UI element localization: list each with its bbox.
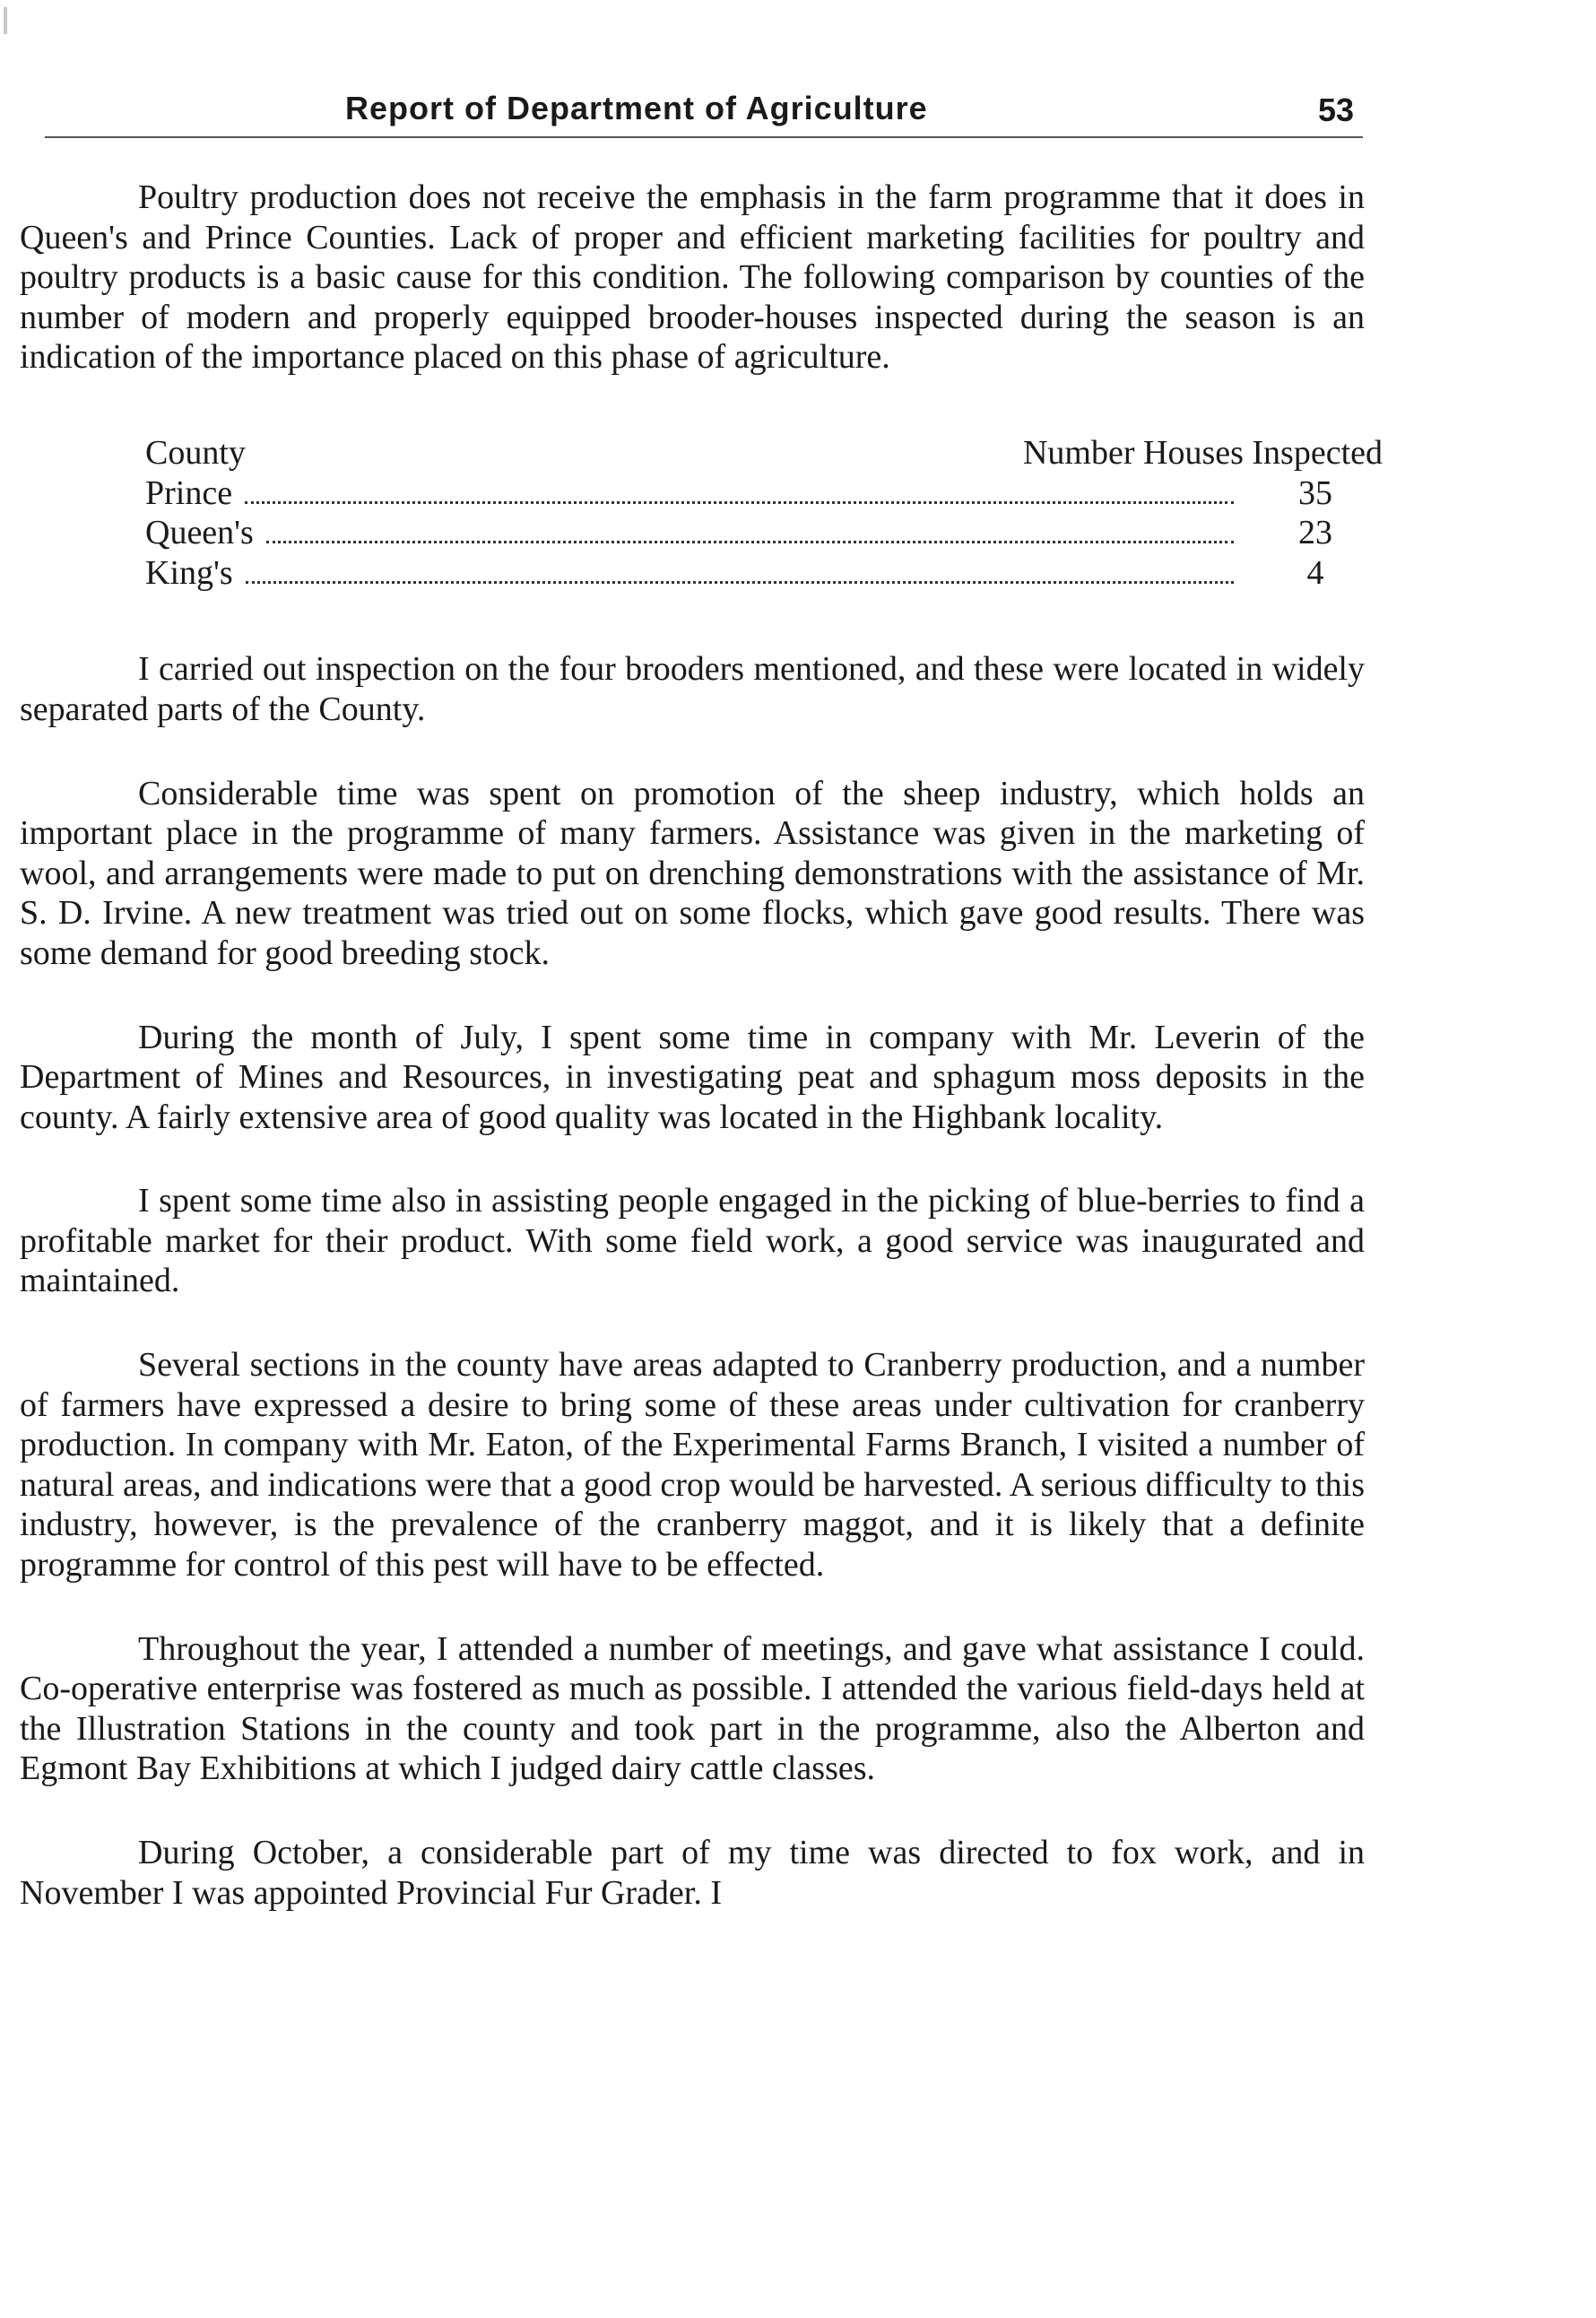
paragraph-brooders: I carried out inspection on the four brooders mentioned, and these were located in widely separated parts of the County.	[20, 650, 1365, 728]
leader-dots	[246, 581, 1234, 584]
paragraph-cranberry: Several sections in the county have areas adapted to Cranberry production, and a number of farmers have expressed a desire to bring some of these areas under cultivation for cranberry production. In company with Mr. Eaton, of the Experimental Farms Branch, I visited a number of natural areas, and indications were that a good crop would be harvested. A serious difficulty to this industry, however, is the prevalence of the cranberry maggot, and it is likely that a definite programme for control of this pest will have to be effected.	[20, 1346, 1365, 1584]
paragraph-sheep: Considerable time was spent on promotion of the sheep industry, which holds an important place in the programme of many farmers. Assistance was given in the marketing of wool, and arrangements were made to put on drenching demonstrations with the assistance of Mr. S. D. Irvine. A new treatment was tried out on some flocks, which gave good results. There was some demand for good breeding stock.	[20, 774, 1365, 972]
scan-edge-mark	[4, 7, 7, 34]
paragraph-peat: During the month of July, I spent some time in company with Mr. Leverin of the Department of Mines and Resources, in investigating peat and sphagum moss deposits in the county. A fairly extensive area of good quality was located in the Highbank locality.	[20, 1018, 1365, 1136]
houses-count: 4	[1306, 553, 1324, 592]
table-row	[145, 513, 1383, 553]
paragraph-blueberries: I spent some time also in assisting people engaged in the picking of blue-berries to find a profitable market for their product. With some field work, a good service was inaugurated and maintained.	[20, 1182, 1365, 1300]
table-row	[145, 553, 1383, 594]
houses-count: 35	[1298, 473, 1332, 512]
houses-count: 23	[1298, 514, 1332, 552]
paragraph-poultry: Poultry production does not receive the emphasis in the farm programme that it does in Queen's and Prince Counties. Lack of proper and efficient marketing facilities for poultry and poultry products is a basic cause for this condition. The following comparison by counties of the number of modern and properly equipped brooder-houses inspected during the season is an indication of the importance placed on this phase of agriculture.	[20, 178, 1365, 377]
column-header-number: Number Houses Inspected	[1022, 433, 1383, 472]
running-title: Report of Department of Agriculture	[345, 90, 928, 126]
leader-dots	[245, 501, 1234, 504]
paragraph-meetings: Throughout the year, I attended a number of meetings, and gave what assistance I could. Co-operative enterprise was fostered as much as possible. I attended the various field-days held at the Illustration Stations in the county and took part in the programme, also the Alberton and Egmont Bay Exhibitions at which I judged dairy cattle classes.	[20, 1629, 1365, 1788]
table-header	[145, 433, 1383, 473]
header-rule	[45, 136, 1363, 138]
county-name: King's	[145, 553, 233, 592]
table-row	[145, 473, 1383, 514]
county-name: Prince	[145, 473, 233, 512]
body-text	[20, 178, 1383, 1957]
running-header	[0, 86, 1596, 140]
page-number: 53	[1318, 91, 1355, 128]
county-name: Queen's	[145, 514, 254, 552]
column-header-county: County	[145, 433, 246, 472]
brooder-houses-table	[20, 433, 1383, 593]
leader-dots	[266, 541, 1234, 543]
paragraph-fox-work: During October, a considerable part of my time was directed to fox work, and in November I was appointed Provincial Fur Grader. I	[20, 1834, 1365, 1912]
